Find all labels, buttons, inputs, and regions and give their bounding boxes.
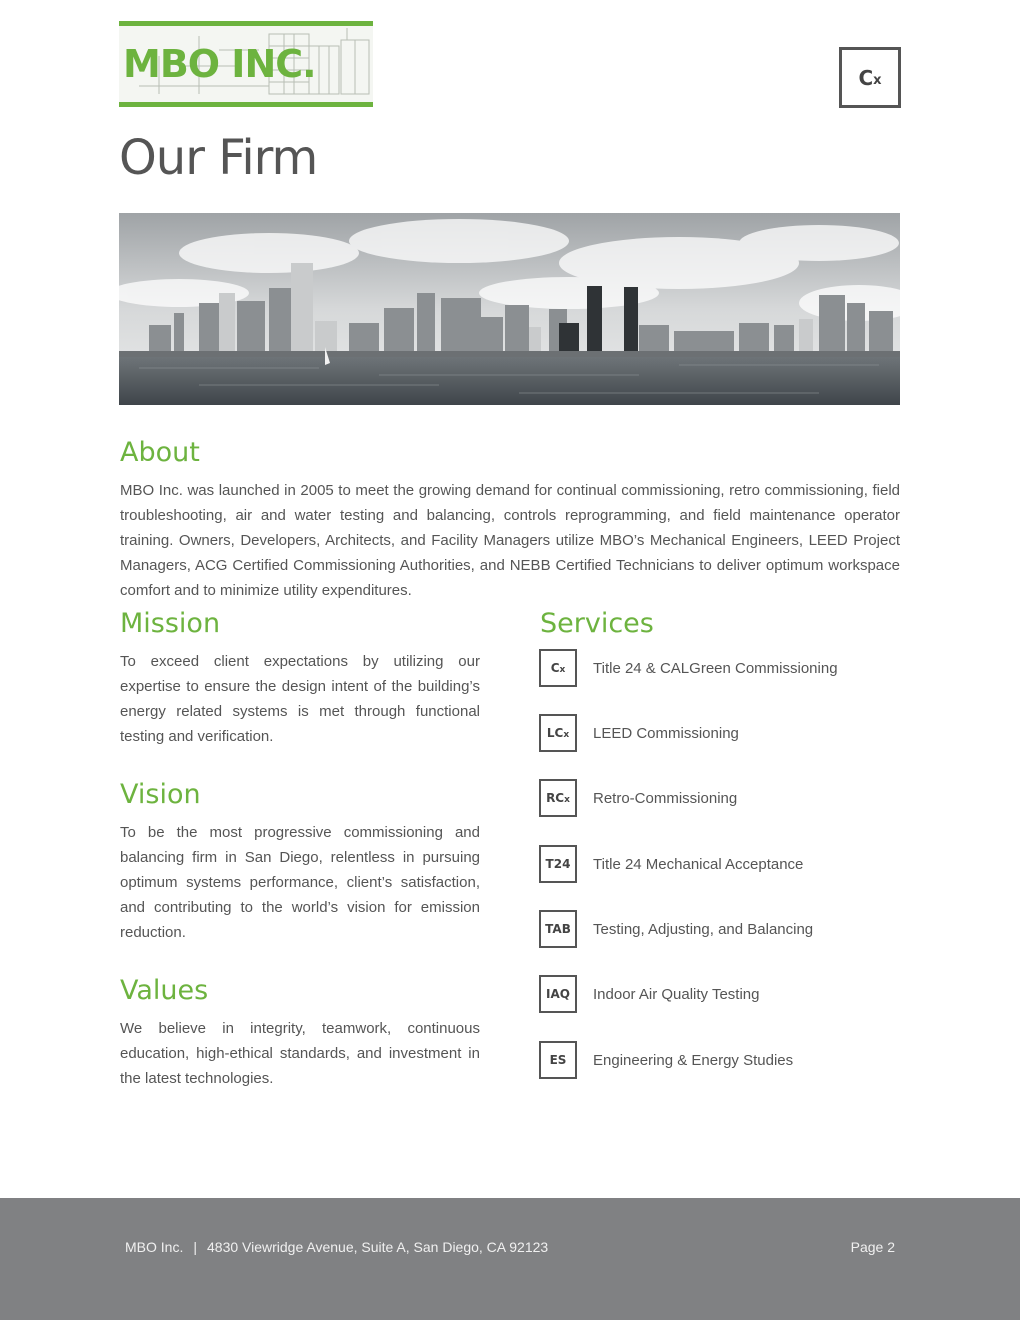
service-icon-letters: C: [550, 661, 560, 675]
service-item-energy: [539, 1041, 899, 1079]
page-number: Page 2: [850, 1239, 895, 1255]
footer-company: MBO Inc.: [125, 1239, 184, 1255]
page-title: Our Firm: [119, 130, 318, 186]
values-heading: Values: [120, 975, 209, 1006]
services-heading: Services: [540, 608, 654, 639]
logo-wordmark: MBO INC.: [123, 42, 316, 86]
service-label: Retro-Commissioning: [593, 789, 738, 807]
vision-text: To be the most progressive commissioning and balancing firm in San Diego, relentless in pursuing optimum systems performance, client’s satisfaction, and contributing to the world’s vision for emission reduction.: [120, 824, 480, 941]
cx-service-icon: [539, 649, 577, 687]
lcx-service-icon: [539, 714, 577, 752]
service-icon-letters: ES: [549, 1053, 567, 1067]
values-text: We believe in integrity, teamwork, continuous education, high-ethical standards, and investment in the latest technologies.: [120, 1020, 480, 1087]
service-icon-subscript: x: [564, 794, 570, 805]
t24-service-icon: [539, 845, 577, 883]
service-item-retro: [539, 779, 899, 817]
service-icon-letters: T24: [545, 857, 571, 871]
es-service-icon: [539, 1041, 577, 1079]
service-label: LEED Commissioning: [593, 724, 739, 742]
service-icon-subscript: x: [559, 664, 566, 675]
footer-separator: |: [193, 1239, 197, 1255]
service-icon-letters: TAB: [545, 922, 571, 936]
page-footer: [0, 1198, 1020, 1320]
skyline-photo: [119, 213, 900, 405]
mission-text: To exceed client expectations by utilizing our expertise to ensure the design intent of the building’s energy related systems is met through functional testing and verification.: [120, 653, 480, 745]
service-label: Indoor Air Quality Testing: [593, 985, 760, 1003]
service-icon-letters: IAQ: [546, 987, 570, 1001]
badge-letter: C: [858, 65, 874, 90]
service-icon-subscript: x: [563, 729, 570, 740]
footer-address-line: [125, 1239, 548, 1255]
service-label: Title 24 Mechanical Acceptance: [593, 855, 804, 873]
iaq-service-icon: [539, 975, 577, 1013]
mission-heading: Mission: [120, 608, 221, 639]
service-icon-letters: LC: [546, 726, 564, 740]
rcx-service-icon: [539, 779, 577, 817]
service-item-iaq: [539, 975, 899, 1013]
service-label: Title 24 & CALGreen Commissioning: [593, 659, 838, 677]
about-heading: About: [120, 437, 200, 468]
footer-address: 4830 Viewridge Avenue, Suite A, San Diego, CA 92123: [207, 1239, 549, 1255]
service-item-commissioning: [539, 649, 899, 687]
service-label: Engineering & Energy Studies: [593, 1051, 794, 1069]
service-label: Testing, Adjusting, and Balancing: [593, 920, 814, 938]
company-logo: [119, 21, 373, 107]
badge-subscript: x: [873, 72, 882, 88]
tab-service-icon: [539, 910, 577, 948]
vision-heading: Vision: [120, 779, 201, 810]
service-item-tab: [539, 910, 899, 948]
service-icon-letters: RC: [546, 791, 565, 805]
cx-badge-icon: [839, 47, 901, 108]
service-item-title24: [539, 845, 899, 883]
about-text: MBO Inc. was launched in 2005 to meet the growing demand for continual commissioning, retro commissioning, field troubleshooting, air and water testing and balancing, controls reprogramming, and field maintenance operator training. Owners, Developers, Architects, and Facility Managers utilize MBO’s Mechanical Engineers, LEED Project Managers, ACG Certified Commissioning Authorities, and NEBB Certified Technicians to deliver optimum workspace comfort and to minimize utility expenditures.: [120, 482, 900, 599]
service-item-leed: [539, 714, 899, 752]
